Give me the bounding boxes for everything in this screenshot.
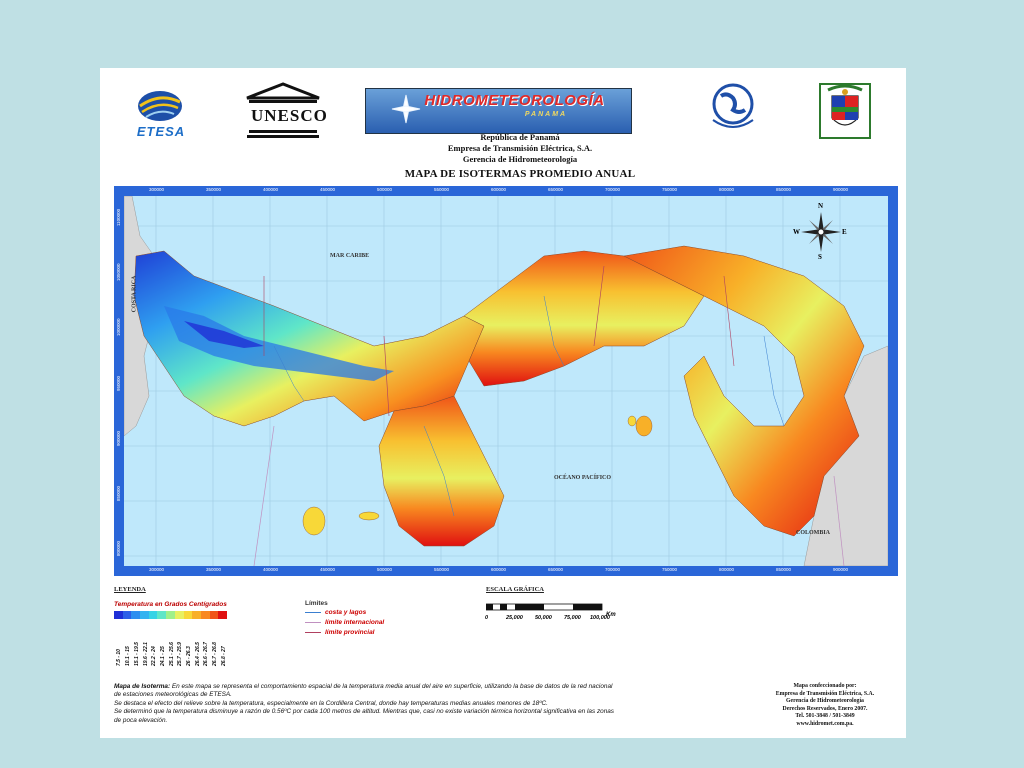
header-text <box>370 132 670 180</box>
legend-range-labels <box>114 624 234 674</box>
x-tick: 550000 <box>434 187 450 192</box>
compass-n: N <box>818 202 824 210</box>
credit-line: Empresa de Transmisión Eléctrica, S.A. <box>775 690 875 697</box>
y-tick: 800000 <box>116 540 121 556</box>
y-ticks-left <box>114 196 124 566</box>
x-tick: 800000 <box>719 187 735 192</box>
x-tick: 650000 <box>548 567 564 572</box>
hidrometeorologia-banner-icon <box>365 88 632 134</box>
map-sheet <box>100 68 906 738</box>
note-text-2: Se destaca el efecto del relieve sobre la temperatura, especialmente en la Cordillera Central, donde hay temperaturas medias anuales menores de 18ºC. <box>114 699 548 707</box>
limit-coast-label: costa y lagos <box>325 608 367 616</box>
range-label: 26.8 - 27 <box>221 646 227 666</box>
limits-legend <box>305 600 384 637</box>
header-line-2: Empresa de Transmisión Eléctrica, S.A. <box>447 143 593 153</box>
map-frame <box>114 186 898 576</box>
legend-swatch <box>210 611 219 619</box>
scale-value: 75,000 <box>564 615 581 621</box>
legend-swatch <box>175 611 184 619</box>
note-text-1: En este mapa se representa el comportamiento espacial de la temperatura media anual del aire en superficie, utilizando la base de datos de la red nacional de estaciones meteorológicas de ETESA. <box>114 683 613 699</box>
x-tick: 500000 <box>377 187 393 192</box>
legend-swatch <box>192 611 201 619</box>
x-tick: 500000 <box>377 567 393 572</box>
range-label: 10.1 - 15 <box>125 646 131 666</box>
legend-title: LEYENDA <box>114 586 146 593</box>
note-text-3: Se determinó que la temperatura disminuye a razón de 0.56ºC por cada 100 metros de altitud. Mientras que, casi no existe variación térmica horizontal significativa en las zonas de poca elevación. <box>114 708 615 724</box>
limits-title: Límites <box>305 600 328 607</box>
x-tick: 300000 <box>149 187 165 192</box>
scale-value: 25,000 <box>506 615 523 621</box>
azuero-peninsula <box>379 396 504 546</box>
map-credits <box>760 683 890 728</box>
y-tick: 1100000 <box>116 208 121 226</box>
x-tick: 550000 <box>434 567 450 572</box>
y-tick: 850000 <box>116 485 121 501</box>
compass-w: W <box>793 228 800 236</box>
banner-subtitle: PANAMA <box>524 111 568 118</box>
x-tick: 400000 <box>263 567 279 572</box>
x-tick: 300000 <box>149 567 165 572</box>
x-tick: 350000 <box>206 187 222 192</box>
x-tick: 350000 <box>206 567 222 572</box>
legend-swatches <box>114 611 227 619</box>
limit-provincial <box>305 627 384 637</box>
legend-swatch <box>184 611 193 619</box>
legend-swatch <box>114 611 123 619</box>
y-tick: 1050000 <box>116 263 121 281</box>
scale-unit: Km <box>606 612 616 618</box>
unesco-wordmark: UNESCO <box>251 106 328 125</box>
banner-title: HIDROMETEOROLOGÍA <box>424 92 605 109</box>
y-tick: 950000 <box>116 375 121 391</box>
compass-e: E <box>842 228 847 236</box>
credit-line: Derechos Reservados, Enero 2007. <box>782 705 868 712</box>
range-label: 25.7 - 25.9 <box>177 642 183 666</box>
range-label: 19.6 - 22.1 <box>143 642 149 666</box>
legend-swatch <box>218 611 227 619</box>
legend-swatch <box>201 611 210 619</box>
scale-value: 50,000 <box>535 615 552 621</box>
map-graphic <box>124 196 888 566</box>
scale-title: ESCALA GRÁFICA <box>486 586 544 593</box>
credit-link[interactable]: www.hidromet.com.pa. <box>796 720 854 727</box>
range-label: 25.1 - 25.6 <box>169 642 175 666</box>
x-tick: 450000 <box>320 187 336 192</box>
scale-values <box>486 615 626 623</box>
legend-subtitle: Temperatura en Grados Centígrados <box>114 601 227 608</box>
legend-swatch <box>157 611 166 619</box>
x-tick: 750000 <box>662 567 678 572</box>
range-label: 26.6 - 26.7 <box>203 642 209 666</box>
header-line-1: República de Panamá <box>480 132 560 142</box>
scale-value: 0 <box>485 615 489 621</box>
etesa-wordmark: ETESA <box>136 124 186 139</box>
label-colombia: COLOMBIA <box>796 530 831 536</box>
range-label: 26 - 26.3 <box>186 646 192 666</box>
range-label: 15.1 - 19.5 <box>134 642 140 666</box>
panama-coat-of-arms-icon <box>818 82 872 140</box>
x-tick: 400000 <box>263 187 279 192</box>
x-tick: 600000 <box>491 187 507 192</box>
crrh-globe-icon <box>705 80 761 136</box>
legend <box>114 586 227 619</box>
legend-swatch <box>166 611 175 619</box>
isotherm-map[interactable] <box>124 196 888 566</box>
label-costa-rica: COSTA RICA <box>131 275 138 313</box>
x-tick: 750000 <box>662 187 678 192</box>
limit-provincial-label: límite provincial <box>325 628 375 636</box>
compass-rose-icon <box>793 202 847 261</box>
island-pearl <box>636 416 652 436</box>
etesa-logo-icon <box>120 84 200 140</box>
scale-bar-graphic <box>486 603 616 611</box>
label-oceano-pacifico: OCÉANO PACÍFICO <box>554 475 612 481</box>
label-mar-caribe: MAR CARIBE <box>330 253 370 259</box>
limit-international-label: límite internacional <box>325 618 385 626</box>
credit-line: Gerencia de Hidrometeorología <box>786 698 864 704</box>
credit-line: Mapa confeccionado por: <box>793 683 857 689</box>
x-tick: 850000 <box>776 187 792 192</box>
unesco-temple-icon <box>245 82 328 140</box>
x-tick: 900000 <box>833 567 849 572</box>
header-line-3: Gerencia de Hidrometeorología <box>462 154 578 164</box>
credit-line: Tel. 501-3848 / 501-3849 <box>795 713 855 719</box>
compass-s: S <box>818 253 822 261</box>
range-label: 26.4 - 26.5 <box>195 642 201 666</box>
scale-bar <box>486 586 626 623</box>
range-label: 7.5 - 10 <box>116 649 122 666</box>
island-coiba <box>303 507 325 535</box>
legend-swatch <box>123 611 132 619</box>
note-heading: Mapa de Isoterma: <box>114 683 171 690</box>
y-tick: 900000 <box>116 430 121 446</box>
x-tick: 600000 <box>491 567 507 572</box>
legend-swatch <box>149 611 158 619</box>
x-tick: 900000 <box>833 187 849 192</box>
legend-swatch <box>131 611 140 619</box>
y-tick: 1000000 <box>116 318 121 336</box>
map-title: MAPA DE ISOTERMAS PROMEDIO ANUAL <box>404 168 636 180</box>
range-label: 26.7 - 26.8 <box>212 642 218 666</box>
x-tick: 700000 <box>605 567 621 572</box>
map-note <box>114 683 614 725</box>
range-label: 22.2 - 24 <box>151 646 157 666</box>
scale-value: 100,000 <box>590 615 610 621</box>
x-tick: 650000 <box>548 187 564 192</box>
limit-coast <box>305 607 384 617</box>
x-ticks-bottom <box>124 567 888 575</box>
legend-swatch <box>140 611 149 619</box>
x-ticks-top <box>124 187 888 195</box>
x-tick: 800000 <box>719 567 735 572</box>
x-tick: 450000 <box>320 567 336 572</box>
range-label: 24.1 - 25 <box>160 646 166 666</box>
x-tick: 700000 <box>605 187 621 192</box>
x-tick: 850000 <box>776 567 792 572</box>
maritime-boundary <box>254 426 274 566</box>
limit-international <box>305 617 384 627</box>
